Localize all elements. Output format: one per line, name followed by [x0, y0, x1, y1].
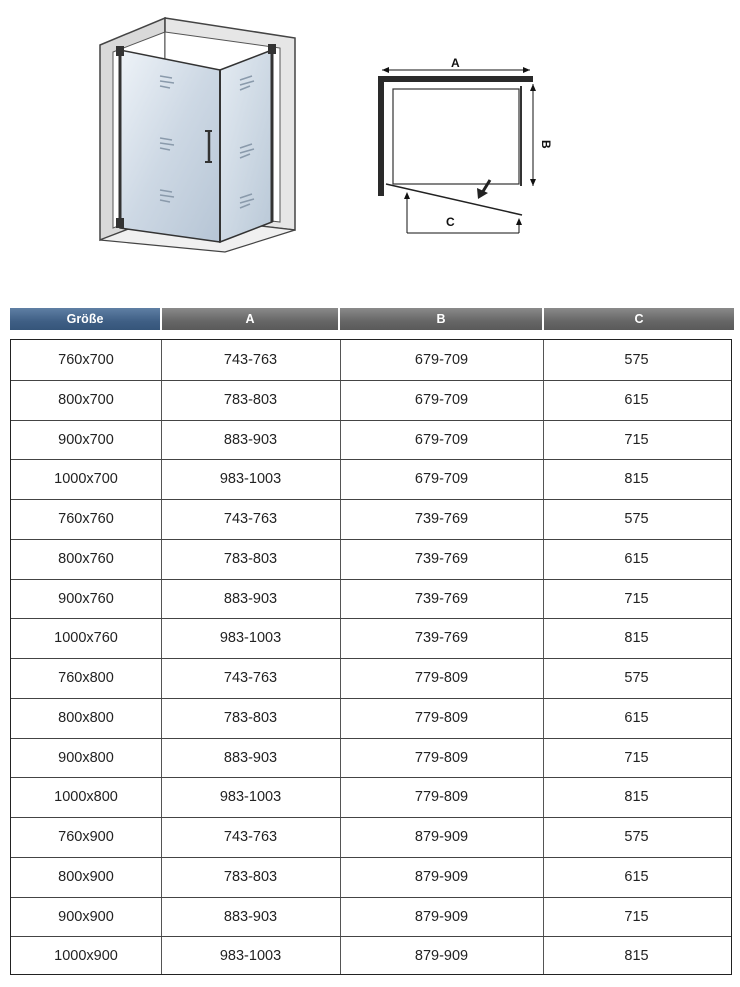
cell-a: 783-803 [223, 550, 278, 567]
dim-label-a: A [451, 56, 460, 70]
cell-c: 615 [624, 391, 649, 408]
cell-c: 715 [624, 749, 649, 766]
top-view-diagram [378, 67, 536, 233]
cell-size: 760x900 [58, 829, 114, 845]
dim-label-b: B [539, 140, 553, 149]
cell-a: 883-903 [223, 431, 278, 448]
shower-diagram [0, 0, 740, 270]
table-row [11, 579, 731, 619]
cell-a: 783-803 [223, 868, 278, 885]
product-illustration [0, 0, 740, 270]
cell-a: 743-763 [223, 511, 278, 527]
cell-b: 679-709 [414, 431, 469, 448]
shower-enclosure-3d [100, 18, 295, 252]
cell-a: 983-1003 [219, 789, 282, 806]
cell-a: 883-903 [223, 749, 278, 766]
cell-size: 1000x900 [54, 948, 118, 965]
cell-b: 679-709 [414, 391, 469, 408]
cell-size: 760x700 [58, 352, 114, 368]
dimension-table [10, 339, 732, 975]
cell-b: 879-909 [414, 868, 469, 885]
cell-a: 883-903 [223, 908, 278, 925]
cell-c: 715 [624, 431, 649, 448]
cell-b: 779-809 [414, 709, 469, 726]
cell-size: 800x900 [58, 868, 114, 885]
table-row [11, 658, 731, 698]
cell-b: 739-769 [414, 590, 469, 607]
header-a: A [162, 308, 338, 330]
cell-c: 815 [624, 630, 649, 647]
table-row [11, 459, 731, 499]
cell-a: 743-763 [223, 829, 278, 845]
cell-b: 739-769 [414, 511, 469, 527]
cell-a: 783-803 [223, 709, 278, 726]
cell-b: 779-809 [414, 670, 469, 686]
cell-size: 900x760 [58, 590, 114, 607]
cell-c: 615 [624, 550, 649, 567]
table-row [11, 380, 731, 420]
cell-size: 900x900 [58, 908, 114, 925]
cell-c: 815 [624, 948, 649, 965]
cell-c: 615 [624, 868, 649, 885]
table-row [11, 897, 731, 937]
cell-size: 800x800 [58, 709, 114, 726]
table-row [11, 698, 731, 738]
cell-a: 983-1003 [219, 948, 282, 965]
cell-size: 1000x700 [54, 471, 118, 488]
cell-size: 800x700 [58, 391, 114, 408]
table-row [11, 738, 731, 778]
cell-a: 743-763 [223, 670, 278, 686]
cell-b: 879-909 [414, 829, 469, 845]
table-header [10, 308, 734, 330]
cell-c: 715 [624, 908, 649, 925]
cell-c: 575 [624, 352, 649, 368]
table-row [11, 936, 731, 976]
cell-b: 679-709 [414, 352, 469, 368]
table-row [11, 777, 731, 817]
cell-size: 760x760 [58, 511, 114, 527]
cell-a: 883-903 [223, 590, 278, 607]
cell-b: 679-709 [414, 471, 469, 488]
cell-a: 783-803 [223, 391, 278, 408]
cell-c: 715 [624, 590, 649, 607]
table-row [11, 499, 731, 539]
cell-c: 575 [624, 511, 649, 527]
cell-size: 900x700 [58, 431, 114, 448]
cell-size: 900x800 [58, 749, 114, 766]
cell-b: 779-809 [414, 789, 469, 806]
header-b: B [340, 308, 542, 330]
cell-c: 615 [624, 709, 649, 726]
table-row [11, 857, 731, 897]
cell-b: 739-769 [414, 550, 469, 567]
table-row [11, 340, 731, 380]
cell-c: 575 [624, 670, 649, 686]
cell-a: 743-763 [223, 352, 278, 368]
table-row [11, 539, 731, 579]
cell-c: 815 [624, 789, 649, 806]
table-row [11, 420, 731, 460]
cell-size: 1000x760 [54, 630, 118, 647]
cell-c: 815 [624, 471, 649, 488]
cell-a: 983-1003 [219, 630, 282, 647]
cell-size: 1000x800 [54, 789, 118, 806]
cell-b: 879-909 [414, 908, 469, 925]
header-size: Größe [10, 308, 160, 330]
cell-b: 779-809 [414, 749, 469, 766]
table-row [11, 817, 731, 857]
cell-b: 879-909 [414, 948, 469, 965]
cell-c: 575 [624, 829, 649, 845]
cell-a: 983-1003 [219, 471, 282, 488]
cell-size: 760x800 [58, 670, 114, 686]
header-c: C [544, 308, 734, 330]
table-row [11, 618, 731, 658]
dim-label-c: C [446, 215, 455, 229]
cell-size: 800x760 [58, 550, 114, 567]
cell-b: 739-769 [414, 630, 469, 647]
